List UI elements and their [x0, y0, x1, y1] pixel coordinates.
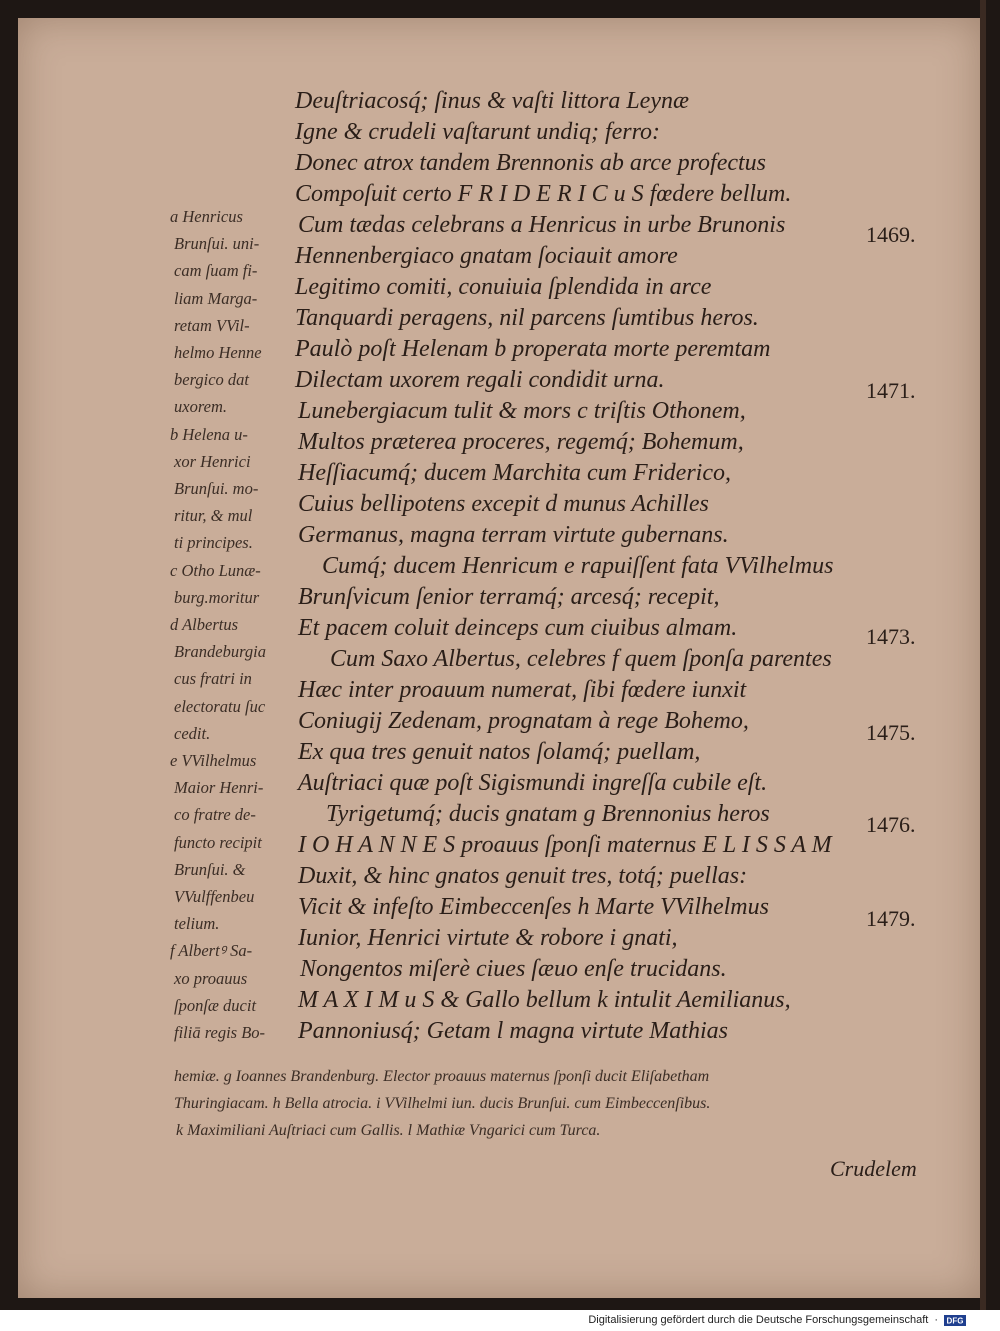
margin-note-line: c Otho Lunæ- [170, 560, 261, 580]
margin-note-line: Brunſui. uni- [174, 234, 260, 254]
margin-note-line: f Albertꝰ Sa- [170, 941, 253, 961]
verse-line: Heſſiacumq́; ducem Marchita cum Friderico, [298, 460, 731, 486]
dfg-logo-icon [944, 1315, 966, 1326]
margin-note-line: Brandeburgia [174, 642, 266, 662]
margin-note-line: burg.moritur [174, 587, 260, 607]
year-marker: 1476. [866, 812, 916, 837]
verse-line: Donec atrox tandem Brennonis ab arce profectus [295, 150, 767, 176]
margin-note-line: a Henricus [170, 207, 243, 226]
year-marker: 1473. [866, 624, 916, 649]
verse-line: Ex qua tres genuit natos ſolamq́; puellam, [298, 739, 701, 765]
year-marker: 1471. [866, 378, 916, 403]
verse-line: Cum Saxo Albertus, celebres f quem ſponſa parentes [330, 646, 832, 672]
margin-note-line: filiā regis Bo- [174, 1023, 266, 1042]
verse-line: Brunſvicum ſenior terramq́; arcesq́; recepit, [298, 584, 720, 610]
margin-note-line: helmo Henne [174, 343, 262, 362]
verse-line: Germanus, magna terram virtute gubernans. [298, 522, 729, 548]
margin-note-line: Maior Henri- [174, 778, 264, 798]
verse-line: Deuſtriacosq́; ſinus & vaſti littora Leynæ [295, 88, 689, 114]
margin-note-line: liam Marga- [174, 288, 258, 308]
catchword: Crudelem [830, 1156, 917, 1181]
verse-line: Igne & crudeli vaſtarunt undiq; ferro: [295, 119, 661, 145]
verse-line: Tyrigetumq́; ducis gnatam g Brennonius heros [326, 801, 770, 827]
margin-note-line: electoratu ſuc [174, 696, 266, 716]
verse-line: Lunebergiacum tulit & mors c triſtis Othonem, [298, 398, 746, 424]
verse-line: Nongentos miſerè ciues ſæuo enſe trucidans. [300, 956, 727, 982]
margin-note-line: e VVilhelmus [170, 751, 257, 770]
verse-line: Hæc inter proauum numerat, ſibi fœdere iunxit [298, 677, 747, 703]
margin-note-line: cedit. [174, 723, 211, 743]
footnote-line: k Maximiliani Auſtriaci cum Gallis. l Mathiæ Vngarici cum Turca. [176, 1122, 601, 1139]
verse-line: Vicit & infeſto Eimbeccenſes h Marte VVilhelmus [298, 894, 769, 920]
verse-line: Hennenbergiaco gnatam ſociauit amore [295, 243, 678, 269]
verse-line: Legitimo comiti, conuiuia ſplendida in arce [295, 274, 712, 300]
footnote-line: Thuringiacam. h Bella atrocia. i VVilhelmi iun. ducis Brunſui. cum Eimbeccenſibus. [174, 1095, 711, 1112]
year-marker: 1479. [866, 906, 916, 931]
margin-note-line: cam ſuam fi- [174, 261, 258, 281]
verse-line: Duxit, & hinc gnatos genuit tres, totq́; puellas: [298, 863, 748, 889]
margin-note-line: co fratre de- [174, 805, 256, 825]
margin-note-line: bergico dat [174, 370, 249, 390]
margin-note-line: uxorem. [174, 397, 227, 417]
credit-text: Digitalisierung gefördert durch die Deutsche Forschungsgemeinschaft [588, 1314, 929, 1326]
verse-line: Multos præterea proceres, regemq́; Bohemum, [298, 429, 744, 455]
verse-line: I O H A N N E S proauus ſponſi maternus E L I S S A M [298, 832, 832, 858]
year-marker: 1475. [866, 720, 916, 745]
year-marker: 1469. [866, 222, 916, 247]
verse-line: Compoſuit certo F R I D E R I C u S fœdere bellum. [295, 181, 792, 207]
svg-text:DFG: DFG [946, 1316, 964, 1325]
margin-note-line: ritur, & mul [174, 506, 253, 526]
credit-separator: · [934, 1314, 938, 1326]
margin-note-line: d Albertus [170, 615, 238, 634]
verse-line: Et pacem coluit deinceps cum ciuibus almam. [298, 615, 738, 641]
margin-note-line: xo proauus [174, 968, 248, 988]
margin-note-line: retam VVil- [174, 315, 250, 335]
verse-line: Dilectam uxorem regali condidit urna. [295, 367, 665, 393]
verse-line: Cum tædas celebrans a Henricus in urbe Brunonis [298, 212, 786, 238]
margin-note-line: telium. [174, 914, 220, 934]
footnote-line: hemiæ. g Ioannes Brandenburg. Elector proauus maternus ſponſi ducit Eliſabetham [174, 1068, 710, 1085]
verse-line: Cumq́; ducem Henricum e rapuiſſent fata VVilhelmus [322, 553, 834, 579]
margin-note-line: VVulffenbeu [174, 887, 255, 906]
margin-note-line: xor Henrici [174, 451, 251, 471]
margin-note-line: b Helena u- [170, 424, 248, 444]
verse-line: Pannoniusq́; Getam l magna virtute Mathias [298, 1018, 728, 1044]
verse-line: Cuius bellipotens excepit d munus Achilles [298, 491, 709, 517]
margin-note-line: Brunſui. & [174, 859, 246, 879]
margin-note-line: Brunſui. mo- [174, 479, 259, 498]
margin-note-line: ti principes. [174, 533, 253, 553]
verse-line: Auſtriaci quæ poſt Sigismundi ingreſſa cubile eſt. [298, 770, 768, 796]
funding-credit [588, 1314, 966, 1326]
verse-line: Paulò poſt Helenam b properata morte peremtam [295, 336, 771, 362]
margin-note-line: ſponſæ ducit [174, 995, 257, 1015]
verse-line: Coniugij Zedenam, prognatam à rege Bohemo, [298, 708, 749, 734]
verse-line: Iunior, Henrici virtute & robore i gnati, [298, 925, 678, 951]
verse-line: Tanquardi peragens, nil parcens ſumtibus heros. [295, 305, 759, 331]
page-edge [980, 0, 986, 1310]
margin-note-line: functo recipit [174, 832, 262, 852]
margin-note-line: cus fratri in [174, 669, 252, 689]
verse-line: M A X I M u S & Gallo bellum k intulit Aemilianus, [298, 987, 791, 1013]
